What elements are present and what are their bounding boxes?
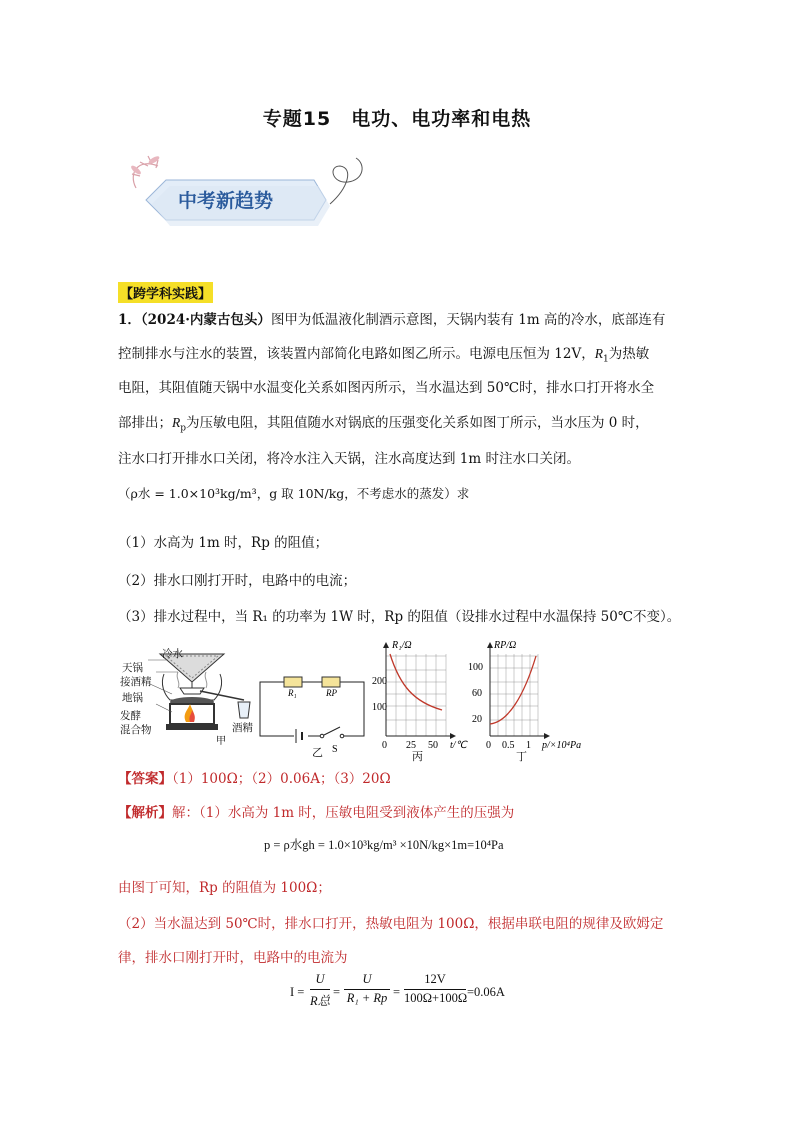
bing-xtick-25: 25	[406, 740, 416, 751]
figure-ding	[468, 636, 624, 763]
figure-jia	[120, 644, 260, 754]
ding-xtick-0: 0	[486, 740, 491, 751]
analysis-intro	[118, 803, 514, 823]
analysis-label: 【解析】	[118, 805, 172, 821]
bing-ytick-100: 100	[372, 702, 387, 713]
switch-label: S	[332, 744, 338, 755]
question-line-4: 部排出；$R_p$为压敏电阻，其阻值随水对锅底的压强变化关系如图丁所示，当水压为 0 时，	[118, 415, 649, 434]
label-ferment: 发酵	[120, 710, 141, 722]
graph-rp-vs-pressure	[468, 636, 624, 763]
label-receive-alcohol: 接酒精	[120, 676, 152, 688]
bing-xtick-50: 50	[428, 740, 438, 751]
bing-xlabel: t/℃	[450, 740, 467, 751]
bing-ylabel: R₁/Ω	[392, 640, 412, 651]
ding-ylabel: RP/Ω	[494, 640, 517, 651]
ding-ytick-60: 60	[472, 688, 482, 699]
ding-xlabel: p/×10⁴Pa	[542, 740, 582, 751]
graph-r1-vs-temperature	[370, 636, 470, 762]
question-source: （2024·内蒙古包头）	[140, 312, 271, 328]
analysis-intro-text: 解：（1）水高为 1m 时，压敏电阻受到液体产生的压强为	[172, 805, 515, 821]
ding-ytick-20: 20	[472, 714, 482, 725]
bing-ytick-200: 200	[372, 676, 387, 687]
label-mixture: 混合物	[120, 724, 152, 736]
pressure-formula: p = ρ水gh = 1.0×10³kg/m³ ×10N/kg×1m=10⁴Pa	[264, 838, 504, 852]
question-part-3: （3）排水过程中，当 R₁ 的功率为 1W 时，Rp 的阻值（设排水过程中水温保持 50℃不变）。	[118, 609, 681, 625]
rp-label: RP	[326, 688, 337, 698]
resistor-rp	[322, 677, 340, 687]
r1-label: R₁	[288, 688, 297, 698]
answer-label: 【答案】	[118, 771, 172, 787]
label-sky-pot: 天锅	[122, 662, 143, 674]
answer	[118, 769, 391, 789]
figure-yi-caption: 乙	[312, 746, 323, 759]
label-ground-pot: 地锅	[122, 692, 143, 704]
ding-xtick-1: 1	[526, 740, 531, 751]
page-title: 专题15 电功、电功率和电热	[262, 108, 532, 130]
current-formula: I = U R总 = U R₁ + Rp = 12V 100Ω+100Ω =0.06A	[290, 972, 505, 1008]
question-line-2: 控制排水与注水的装置，该装置内部简化电路如图乙所示。电源电压恒为 12V，$R_1$为热敏	[118, 346, 650, 365]
question-line-5: 注水口打开排水口关闭，将冷水注入天锅，注水高度达到 1m 时注水口关闭。	[118, 451, 580, 467]
label-cold-water: 冷水	[162, 648, 183, 660]
figure-bing-caption: 丙	[412, 751, 423, 763]
question-line-3: 电阻，其阻值随天锅中水温变化关系如图丙所示，当水温达到 50℃时，排水口打开将水全	[118, 380, 655, 396]
analysis-line-4: 律，排水口刚打开时，电路中的电流为	[118, 950, 348, 966]
question-constants: （ρ水 = 1.0×10³kg/m³，g 取 10N/kg，不考虑水的蒸发）求	[118, 486, 470, 501]
trend-banner	[118, 148, 378, 240]
label-alcohol: 酒精	[232, 722, 253, 734]
bing-xtick-0: 0	[382, 740, 387, 751]
ding-ytick-100: 100	[468, 662, 483, 673]
figure-yi	[258, 660, 370, 759]
resistor-r1	[284, 677, 302, 687]
analysis-line-3: （2）当水温达到 50℃时，排水口打开，热敏电阻为 100Ω，根据串联电阻的规律及欧姆定	[118, 916, 664, 932]
figure-jia-caption: 甲	[216, 736, 226, 747]
question-line-1: 1．（2024·内蒙古包头）图甲为低温液化制酒示意图，天锅内装有 1m 高的冷水，底部连有	[118, 312, 666, 328]
answer-text: （1）100Ω；（2）0.06A；（3）20Ω	[172, 771, 391, 787]
question-number: 1．	[118, 312, 141, 328]
figure-ding-caption: 丁	[516, 751, 527, 763]
banner-text: 中考新趋势	[178, 190, 274, 212]
question-part-1: （1）水高为 1m 时，Rp 的阻值；	[118, 535, 329, 551]
analysis-line-2: 由图丁可知，Rp 的阻值为 100Ω；	[118, 880, 331, 896]
question-part-2: （2）排水口刚打开时，电路中的电流；	[118, 573, 357, 589]
ding-xtick-0-5: 0.5	[502, 740, 515, 751]
rp-curve	[490, 656, 536, 724]
section-tag: 【跨学科实践】	[118, 282, 213, 303]
figure-bing	[370, 636, 470, 762]
circuit-diagram	[258, 660, 370, 756]
